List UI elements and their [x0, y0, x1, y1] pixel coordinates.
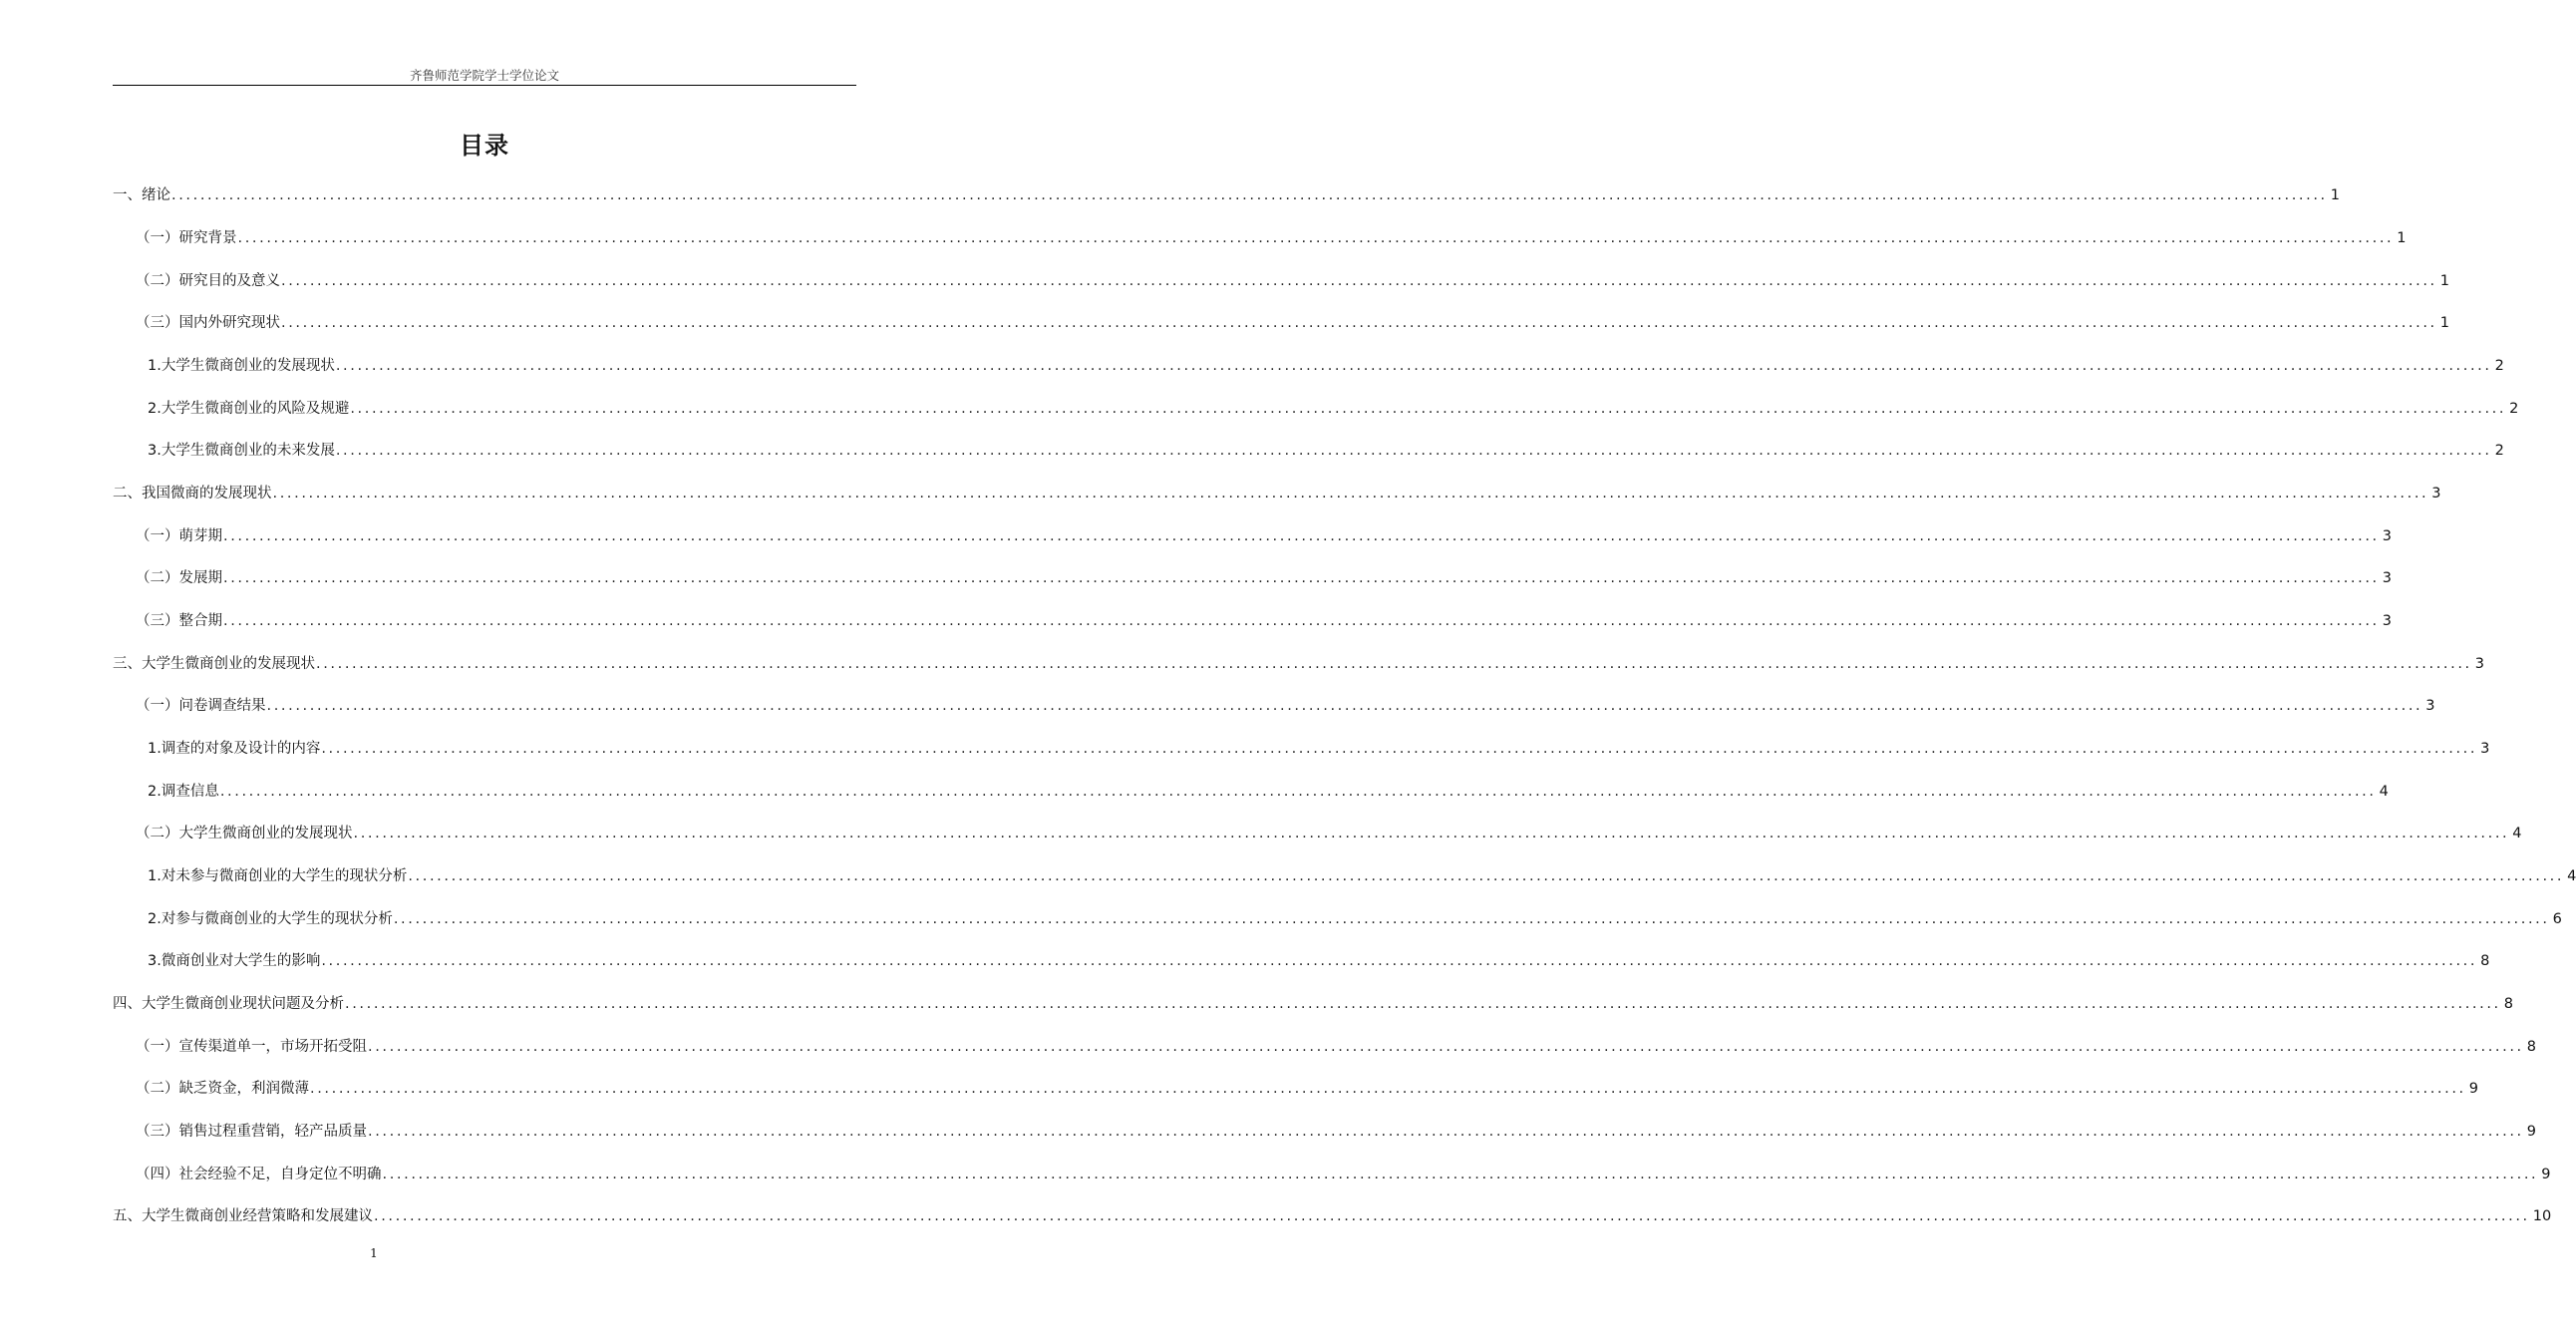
toc-entry-page: 4 [2379, 784, 2389, 800]
toc-entry-page: 1 [2397, 230, 2407, 246]
toc-entry-page: 10 [2532, 1208, 2552, 1224]
toc-entry[interactable] [136, 1078, 2478, 1100]
toc-entry-label: 二、我国微商的发展现状 [113, 486, 272, 502]
toc-entry-page: 3 [2382, 570, 2392, 586]
toc-entry[interactable] [136, 312, 2449, 334]
toc-entry[interactable] [148, 950, 2490, 972]
toc-entry-label: 五、大学生微商创业经营策略和发展建议 [113, 1208, 373, 1224]
toc-leader-dots: ............................................................................................................................................................................................................................................................................................................ [335, 358, 2492, 374]
toc-entry-label: 2.对参与微商创业的大学生的现状分析 [148, 911, 393, 927]
toc-leader-dots: ............................................................................................................................................................................................................................................................................................................ [266, 698, 2423, 714]
toc-leader-dots: ............................................................................................................................................................................................................................................................................................................ [281, 315, 2437, 331]
toc-entry-page: 9 [2468, 1081, 2478, 1097]
toc-leader-dots: ............................................................................................................................................................................................................................................................................................................ [237, 230, 2395, 246]
toc-entry-label: （二）缺乏资金，利润微薄 [136, 1081, 309, 1097]
toc-entry[interactable] [136, 823, 2522, 844]
toc-leader-dots: ............................................................................................................................................................................................................................................................................................................ [281, 273, 2437, 289]
toc-leader-dots: ............................................................................................................................................................................................................................................................................................................ [272, 486, 2429, 502]
toc-leader-dots: ............................................................................................................................................................................................................................................................................................................ [321, 953, 2478, 969]
toc-leader-dots: ............................................................................................................................................................................................................................................................................................................ [171, 187, 2328, 203]
toc-entry[interactable] [113, 1205, 2552, 1227]
toc-entry-page: 3 [2382, 528, 2392, 544]
toc-entry-label: （二）研究目的及意义 [136, 273, 280, 289]
toc-entry-label: （一）问卷调查结果 [136, 698, 266, 714]
toc-entry-page: 1 [2439, 273, 2449, 289]
toc-entry-label: （二）大学生微商创业的发展现状 [136, 826, 353, 841]
toc-entry-page: 3 [2425, 698, 2435, 714]
toc-entry[interactable] [136, 1164, 2551, 1185]
toc-entry-label: 1.大学生微商创业的发展现状 [148, 358, 335, 374]
toc-entry-label: （四）社会经验不足，自身定位不明确 [136, 1167, 382, 1182]
toc-entry-label: 2.大学生微商创业的风险及规避 [148, 401, 350, 417]
toc-entry-page: 2 [2509, 401, 2519, 417]
toc-entry-page: 8 [2503, 996, 2513, 1012]
toc-entry[interactable] [113, 184, 2340, 206]
toc-entry[interactable] [136, 270, 2449, 292]
toc-entry[interactable] [148, 398, 2519, 420]
toc-entry-label: 1.调查的对象及设计的内容 [148, 741, 321, 757]
toc-entry-label: 3.大学生微商创业的未来发展 [148, 443, 335, 459]
header-rule [113, 85, 856, 86]
toc-leader-dots: ............................................................................................................................................................................................................................................................................................................ [368, 1039, 2524, 1055]
toc-entry-page: 3 [2382, 613, 2392, 629]
toc-entry[interactable] [136, 695, 2435, 717]
running-header: 齐鲁师范学院学士学位论文 [409, 68, 559, 83]
toc-leader-dots: ............................................................................................................................................................................................................................................................................................................ [368, 1124, 2524, 1140]
toc-entry[interactable] [136, 1036, 2536, 1058]
toc-entry-label: 一、绪论 [113, 187, 170, 203]
toc-entry[interactable] [113, 993, 2513, 1015]
toc-entry[interactable] [148, 781, 2389, 803]
toc-leader-dots: ............................................................................................................................................................................................................................................................................................................ [321, 741, 2478, 757]
toc-leader-dots: ............................................................................................................................................................................................................................................................................................................ [382, 1167, 2539, 1182]
toc-entry-label: （一）研究背景 [136, 230, 237, 246]
toc-entry-label: 2.调查信息 [148, 784, 219, 800]
toc-entry-label: （三）国内外研究现状 [136, 315, 280, 331]
toc-entry-page: 1 [2330, 187, 2340, 203]
toc-leader-dots: ............................................................................................................................................................................................................................................................................................................ [335, 443, 2492, 459]
toc-entry[interactable] [148, 908, 2562, 930]
toc-leader-dots: ............................................................................................................................................................................................................................................................................................................ [223, 613, 2380, 629]
toc-entry[interactable] [136, 610, 2392, 632]
toc-entry-page: 2 [2494, 443, 2504, 459]
toc-entry[interactable] [148, 355, 2504, 377]
toc-leader-dots: ............................................................................................................................................................................................................................................................................................................ [353, 826, 2510, 841]
toc-leader-dots: ............................................................................................................................................................................................................................................................................................................ [374, 1208, 2530, 1224]
toc-entry-page: 3 [2474, 656, 2484, 672]
toc-entry-page: 8 [2526, 1039, 2536, 1055]
toc-leader-dots: ............................................................................................................................................................................................................................................................................................................ [393, 911, 2550, 927]
toc-leader-dots: ............................................................................................................................................................................................................................................................................................................ [345, 996, 2501, 1012]
toc-leader-dots: ............................................................................................................................................................................................................................................................................................................ [223, 570, 2380, 586]
toc-entry-label: （一）萌芽期 [136, 528, 222, 544]
toc-entry-label: （三）整合期 [136, 613, 222, 629]
toc-entry-label: （一）宣传渠道单一，市场开拓受阻 [136, 1039, 367, 1055]
toc-entry[interactable] [136, 567, 2392, 589]
toc-entry-label: 四、大学生微商创业现状问题及分析 [113, 996, 344, 1012]
toc-entry[interactable] [136, 525, 2392, 547]
toc-entry[interactable] [148, 738, 2490, 760]
toc-title: 目录 [460, 132, 509, 160]
toc-entry-page: 3 [2480, 741, 2490, 757]
toc-leader-dots: ............................................................................................................................................................................................................................................................................................................ [408, 868, 2565, 884]
toc-entry-page: 9 [2526, 1124, 2536, 1140]
toc-entry-label: 1.对未参与微商创业的大学生的现状分析 [148, 868, 408, 884]
toc-entry-label: （三）销售过程重营销，轻产品质量 [136, 1124, 367, 1140]
toc-entry-page: 4 [2567, 868, 2576, 884]
toc-entry[interactable] [148, 440, 2504, 462]
toc-entry[interactable] [148, 865, 2576, 887]
toc-entry-page: 1 [2439, 315, 2449, 331]
toc-entry-label: 三、大学生微商创业的发展现状 [113, 656, 315, 672]
toc-leader-dots: ............................................................................................................................................................................................................................................................................................................ [310, 1081, 2466, 1097]
toc-leader-dots: ............................................................................................................................................................................................................................................................................................................ [350, 401, 2507, 417]
toc-entry[interactable] [136, 1121, 2536, 1143]
toc-entry-page: 4 [2512, 826, 2522, 841]
toc-leader-dots: ............................................................................................................................................................................................................................................................................................................ [316, 656, 2472, 672]
toc-leader-dots: ............................................................................................................................................................................................................................................................................................................ [223, 528, 2380, 544]
toc-entry[interactable] [136, 227, 2407, 249]
toc-entry-page: 2 [2494, 358, 2504, 374]
toc-entry[interactable] [113, 653, 2484, 675]
toc-entry-page: 6 [2552, 911, 2562, 927]
toc-leader-dots: ............................................................................................................................................................................................................................................................................................................ [219, 784, 2377, 800]
toc-entry-page: 3 [2431, 486, 2441, 502]
page-number: 1 [370, 1246, 378, 1260]
toc-entry[interactable] [113, 483, 2441, 504]
toc-entry-page: 9 [2541, 1167, 2551, 1182]
toc-entry-page: 8 [2480, 953, 2490, 969]
toc-entry-label: （二）发展期 [136, 570, 222, 586]
toc-entry-label: 3.微商创业对大学生的影响 [148, 953, 321, 969]
